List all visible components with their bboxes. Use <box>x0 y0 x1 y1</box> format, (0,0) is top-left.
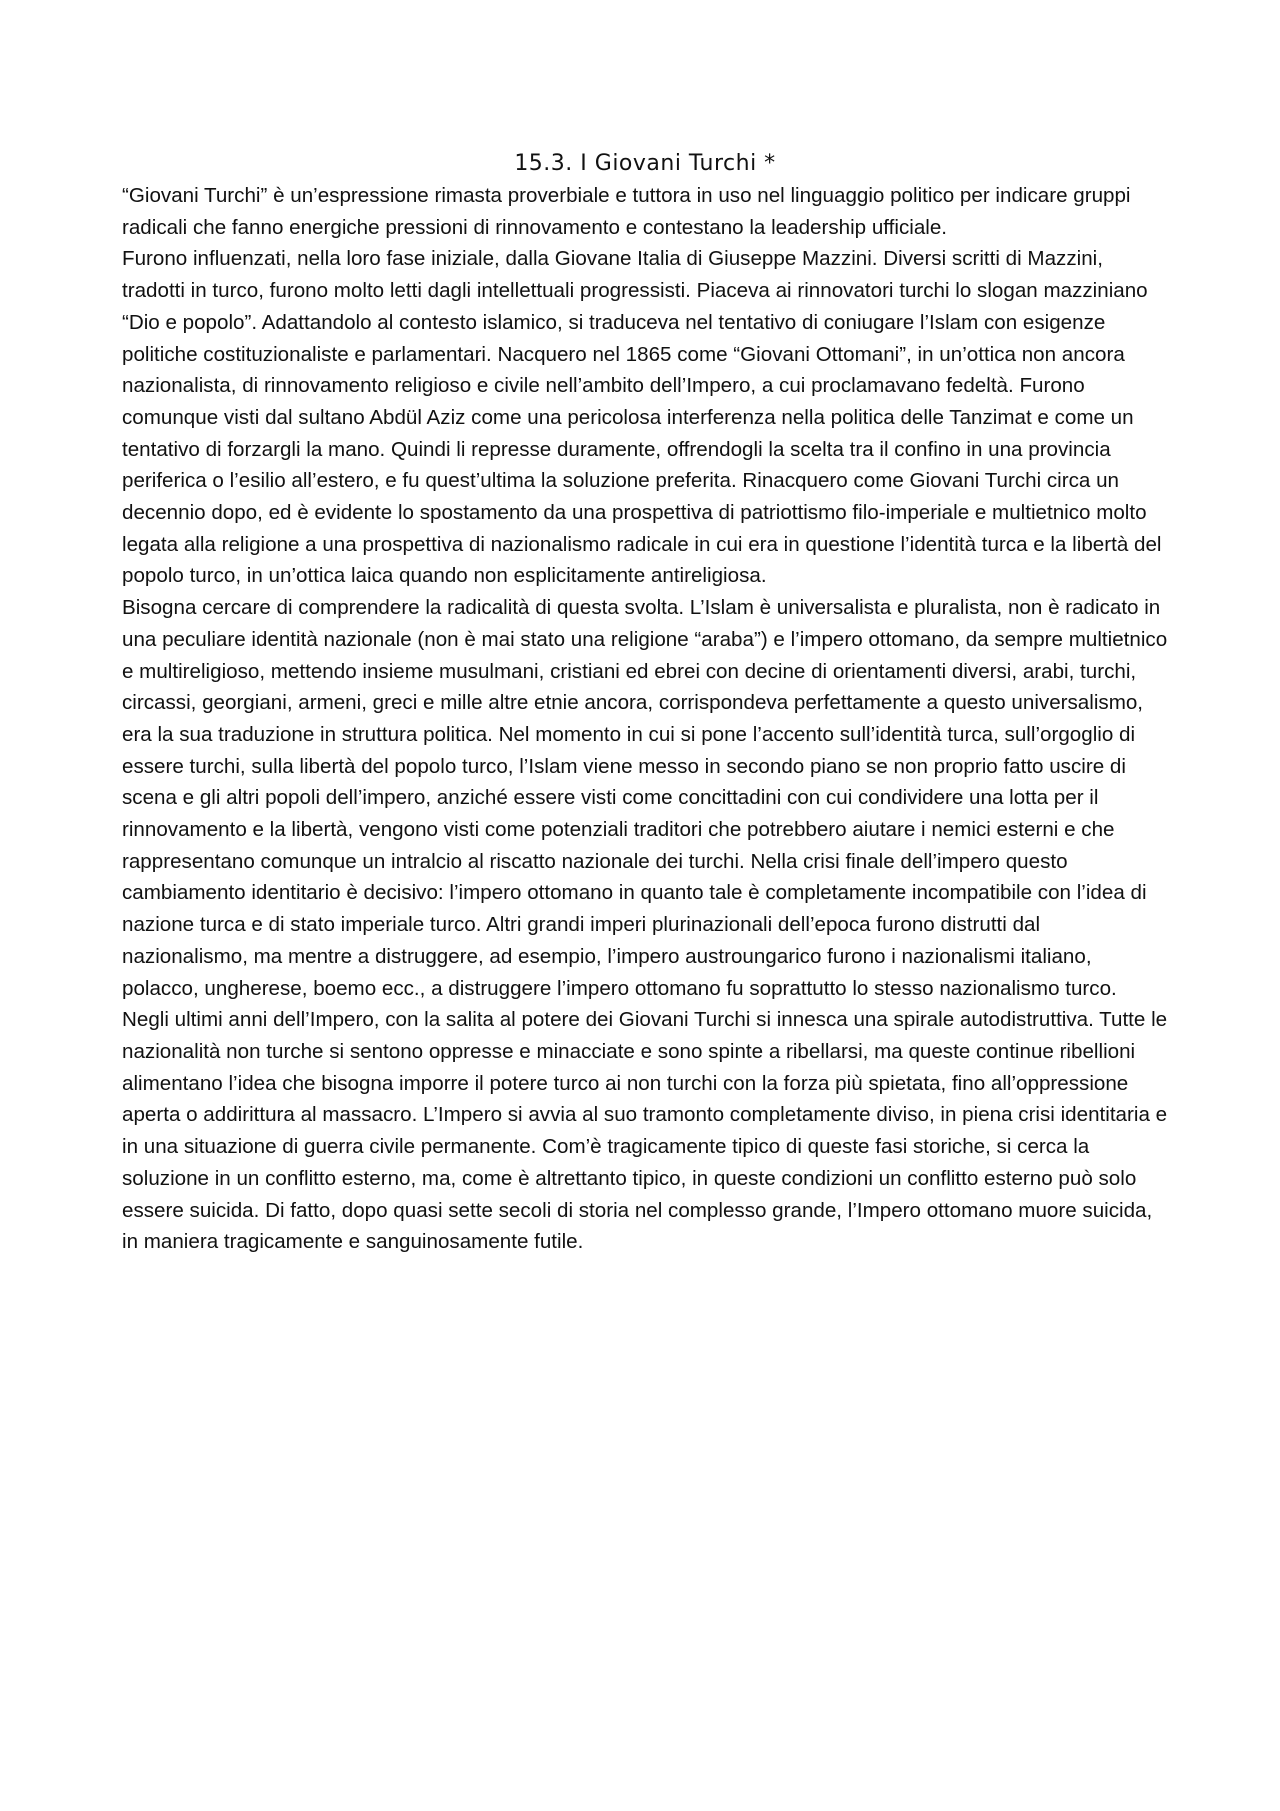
section-title: 15.3. I Giovani Turchi * <box>514 151 776 176</box>
paragraph-radical-shift: Bisogna cercare di comprendere la radicalità di questa svolta. L’Islam è universalista e pluralista, non è radicato in una peculiare identità nazionale (non è mai stato una religione “araba”) e l’impero ottomano, da sempre multietnico e multireligioso, mettendo insieme musulmani, cristiani ed ebrei con decine di orientamenti diversi, arabi, turchi, circassi, georgiani, armeni, greci e mille altre etnie ancora, corrispondeva perfettamente a questo universalismo, era la sua traduzione in struttura politica. Nel momento in cui si pone l’accento sull’identità turca, sull’orgoglio di essere turchi, sulla libertà del popolo turco, l’Islam viene messo in secondo piano se non proprio fatto uscire di scena e gli altri popoli dell’impero, anziché essere visti come concittadini con cui condividere una lotta per il rinnovamento e la libertà, vengono visti come potenziali traditori che potrebbero aiutare i nemici esterni e che rappresentano comunque un intralcio al riscatto nazionale dei turchi. Nella crisi finale dell’impero questo cambiamento identitario è decisivo: l’impero ottomano in quanto tale è completamente incompatibile con l’idea di nazione turca e di stato imperiale turco. Altri grandi imperi plurinazionali dell’epoca furono distrutti dal nazionalismo, ma mentre a distruggere, ad esempio, l’impero austroungarico furono i nazionalismi italiano, polacco, ungherese, boemo ecc., a distruggere l’impero ottomano fu soprattutto lo stesso nazionalismo turco. <box>122 596 1168 1000</box>
paragraph-origins: Furono influenzati, nella loro fase iniziale, dalla Giovane Italia di Giuseppe Mazzini. Diversi scritti di Mazzini, tradotti in turco, furono molto letti dagli intellettuali progressisti. Piaceva ai rinnovatori turchi lo slogan mazziniano “Dio e popolo”. Adattandolo al contesto islamico, si traduceva nel tentativo di coniugare l’Islam con esigenze politiche costituzionaliste e parlamentari. Nacquero nel 1865 come “Giovani Ottomani”, in un’ottica non ancora nazionalista, di rinnovamento religioso e civile nell’ambito dell’Impero, a cui proclamavano fedeltà. Furono comunque visti dal sultano Abdül Aziz come una pericolosa interferenza nella politica delle Tanzimat e come un tentativo di forzargli la mano. Quindi li represse duramente, offrendogli la scelta tra il confino in una provincia periferica o l’esilio all’estero, e fu quest’ultima la soluzione preferita. Rinacquero come Giovani Turchi circa un decennio dopo, ed è evidente lo spostamento da una prospettiva di patriottismo filo-imperiale e multietnico molto legata alla religione a una prospettiva di nazionalismo radicale in cui era in questione l’identità turca e la libertà del popolo turco, in un’ottica laica quando non esplicitamente antireligiosa. <box>122 247 1162 588</box>
paragraph-final-years: Negli ultimi anni dell’Impero, con la salita al potere dei Giovani Turchi si innesca una spirale autodistruttiva. Tutte le nazionalità non turche si sentono oppresse e minacciate e sono spinte a ribellarsi, ma queste continue ribellioni alimentano l’idea che bisogna imporre il potere turco ai non turchi con la forza più spietata, fino all’oppressione aperta o addirittura al massacro. L’Impero si avvia al suo tramonto completamente diviso, in piena crisi identitaria e in una situazione di guerra civile permanente. Com’è tragicamente tipico di queste fasi storiche, si cerca la soluzione in un conflitto esterno, ma, come è altrettanto tipico, in queste condizioni un conflitto esterno può solo essere suicida. Di fatto, dopo quasi sette secoli di storia nel complesso grande, l’Impero ottomano muore suicida, in maniera tragicamente e sanguinosamente futile. <box>122 1008 1168 1254</box>
paragraph-intro: “Giovani Turchi” è un’espressione rimasta proverbiale e tuttora in uso nel linguaggio politico per indicare gruppi radicali che fanno energiche pressioni di rinnovamento e contestano la leadership ufficiale. <box>122 184 1131 239</box>
document-body <box>122 148 1168 1258</box>
